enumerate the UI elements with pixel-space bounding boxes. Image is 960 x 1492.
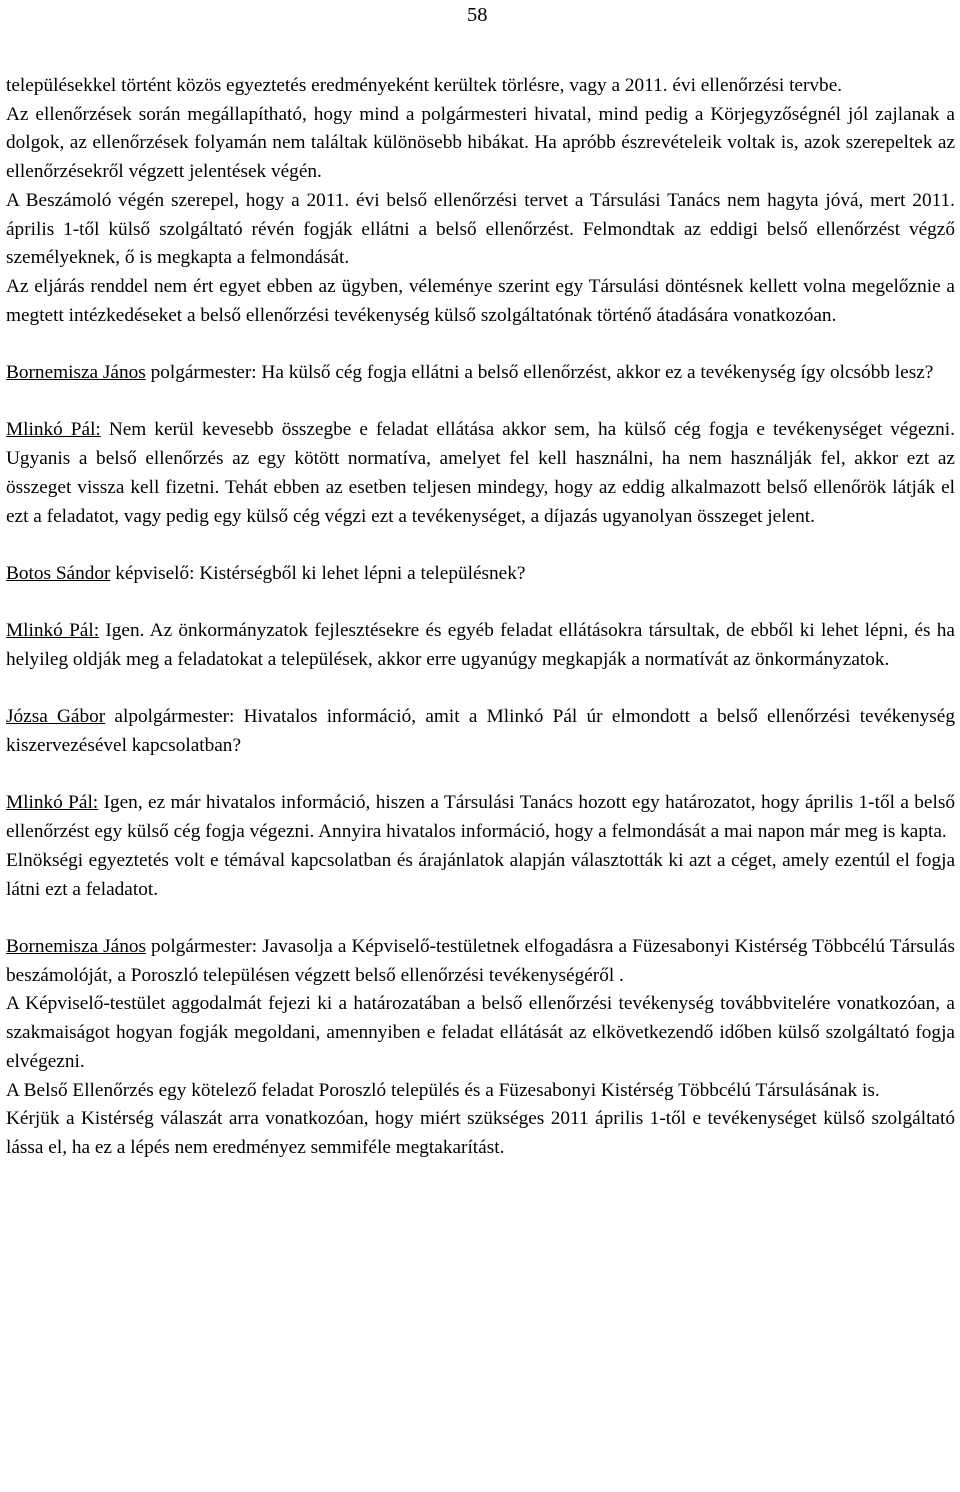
speech-text: alpolgármester: Hivatalos információ, amit a Mlinkó Pál úr elmondott a belső ellenőrzési tevékenység kiszervezésével kapcsolatban? <box>6 706 955 757</box>
paragraph-text: Az eljárás renddel nem ért egyet ebben az ügyben, véleménye szerint egy Társulási döntésnek kellett volna megelőznie a megtett intézkedéseket a belső ellenőrzési tevékenység külső szolgáltatónak történő átadására vonatkozóan. <box>6 275 955 326</box>
paragraph <box>6 990 955 1076</box>
speech-paragraph <box>6 359 955 388</box>
speaker-name: Bornemisza János <box>6 362 146 384</box>
paragraph-text: A Beszámoló végén szerepel, hogy a 2011. évi belső ellenőrzési tervet a Társulási Tanács nem hagyta jóvá, mert 2011. április 1-től külső szolgáltató révén fogják ellátni a belső ellenőrzést. Felmondtak az eddigi belső ellenőrzést végző személyeknek, ő is megkapta a felmondását. <box>6 189 955 269</box>
speech-text: polgármester: Javasolja a Képviselő-testületnek elfogadásra a Füzesabonyi Kistérség Többcélú Társulás beszámolóját, a Poroszló településen végzett belső ellenőrzési tevékenységéről . <box>6 935 955 986</box>
paragraph-text: A Belső Ellenőrzés egy kötelező feladat Poroszló település és a Füzesabonyi Kistérség Többcélú Társulásának is. <box>6 1079 880 1101</box>
paragraph <box>6 1105 955 1162</box>
page-number: 58 <box>467 4 488 26</box>
speech-text: Igen. Az önkormányzatok fejlesztésekre és egyéb feladat ellátásokra társultak, de ebből ki lehet lépni, és ha helyileg oldják meg a feladatokat a települések, akkor erre ugyanúgy megkapják a normatívát az önkormányzatok. <box>6 620 955 670</box>
paragraph <box>6 1077 955 1106</box>
speech-text: képviselő: Kistérségből ki lehet lépni a településnek? <box>110 562 526 584</box>
speech-paragraph <box>6 416 955 531</box>
paragraph <box>6 72 955 101</box>
speech-text: Igen, ez már hivatalos információ, hiszen a Társulási Tanács hozott egy határozatot, hogy április 1-től a belső ellenőrzést egy külső cég fogja végezni. Annyira hivatalos információ, hogy a felmondását a mai napon már meg is kapta. <box>6 792 955 843</box>
paragraph-text: településekkel történt közös egyeztetés eredményeként kerültek törlésre, vagy a 2011. évi ellenőrzési tervbe. <box>6 75 843 96</box>
speaker-name: Józsa Gábor <box>6 706 106 728</box>
speaker-name: Mlinkó Pál: <box>6 419 101 441</box>
paragraph <box>6 101 955 187</box>
paragraph-text: Az ellenőrzések során megállapítható, hogy mind a polgármesteri hivatal, mind pedig a Körjegyzőségnél jól zajlanak a dolgok, az ellenőrzések folyamán nem találtak különösebb hibákat. Ha apróbb észrevételeik voltak is, azok szerepeltek az ellenőrzésekről végzett jelentések végén. <box>6 103 955 183</box>
speech-paragraph <box>6 703 955 760</box>
speaker-name: Botos Sándor <box>6 562 111 584</box>
document-body <box>6 72 955 1163</box>
speech-text: polgármester: Ha külső cég fogja ellátni a belső ellenőrzést, akkor ez a tevékenység így olcsóbb lesz? <box>145 362 934 384</box>
paragraph <box>6 847 955 904</box>
speaker-name: Mlinkó Pál: <box>6 620 100 642</box>
paragraph-text: Kérjük a Kistérség válaszát arra vonatkozóan, hogy miért szükséges 2011 április 1-től e tevékenységet külső szolgáltató lássa el, ha ez a lépés nem eredményez semmiféle megtakarítást. <box>6 1108 955 1158</box>
speech-text: Nem kerül kevesebb összegbe e feladat ellátása akkor sem, ha külső cég fogja e tevékenységet végezni. Ugyanis a belső ellenőrzés az egy kötött normatíva, amelyet fel kell használni, ha nem használják fel, akkor ezt az összeget vissza kell fizetni. Tehát ebben az esetben teljesen mindegy, hogy az eddig alkalmazott belső ellenőrök látják el ezt a feladatot, vagy pedig egy külső cég végzi ezt a tevékenységet, a díjazás ugyanolyan összeget jelent. <box>6 419 955 527</box>
speech-paragraph <box>6 617 955 674</box>
speech-paragraph <box>6 789 955 846</box>
speaker-name: Bornemisza János <box>6 935 146 957</box>
paragraph <box>6 273 955 330</box>
paragraph-text: A Képviselő-testület aggodalmát fejezi ki a határozatában a belső ellenőrzési tevékenység továbbvitelére vonatkozóan, a szakmaiságot hogyan fogják megoldani, amennyiben e feladat ellátását az elkövetkezendő időben külső szolgáltató fogja elvégezni. <box>6 993 955 1072</box>
speaker-name: Mlinkó Pál: <box>6 792 99 814</box>
paragraph-text: Elnökségi egyeztetés volt e témával kapcsolatban és árajánlatok alapján választották ki azt a céget, amely ezentúl el fogja látni ezt a feladatot. <box>6 849 955 900</box>
speech-paragraph <box>6 933 955 990</box>
speech-paragraph <box>6 560 955 589</box>
paragraph <box>6 187 955 273</box>
